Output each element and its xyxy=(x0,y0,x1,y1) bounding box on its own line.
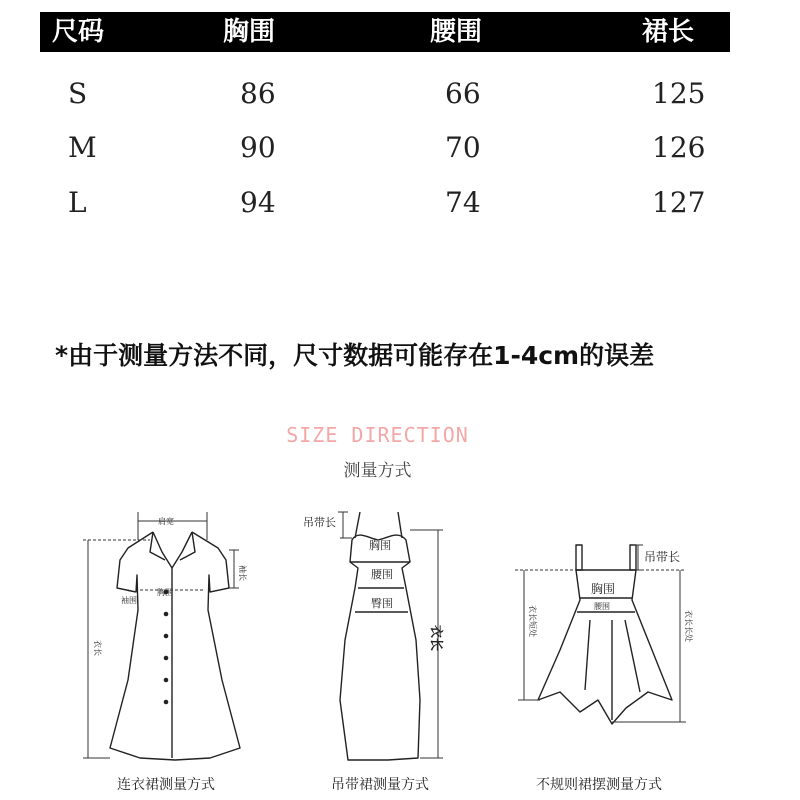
waist-cell: 66 xyxy=(445,77,481,110)
size-direction-title: SIZE DIRECTION xyxy=(286,423,469,447)
length-cell: 126 xyxy=(652,131,706,164)
waist-cell: 70 xyxy=(445,131,481,164)
hip-label: 臀围 xyxy=(371,597,393,610)
length-cell: 127 xyxy=(652,186,706,219)
header-length: 裙长 xyxy=(642,17,695,47)
short-length-label: 衣长短处 xyxy=(528,605,537,637)
button-dots xyxy=(164,590,169,705)
cuff-label: 袖围 xyxy=(121,596,137,605)
strap-label: 吊带长 xyxy=(644,550,681,564)
length-label: 衣长 xyxy=(428,625,443,652)
waist-label: 腰围 xyxy=(594,602,610,611)
chest-cell: 86 xyxy=(240,77,276,110)
chest-cell: 90 xyxy=(240,131,276,164)
shoulder-label: 肩宽 xyxy=(158,517,174,526)
shirt-dress-icon xyxy=(110,532,240,760)
long-length-label: 衣长长处 xyxy=(684,610,693,642)
waist-cell: 74 xyxy=(445,186,481,219)
chest-cell: 94 xyxy=(240,186,276,219)
size-direction-subtitle: 测量方式 xyxy=(343,461,412,481)
length-cell: 125 xyxy=(652,77,706,110)
waist-label: 腰围 xyxy=(371,568,393,581)
chest-label: 胸围 xyxy=(369,539,391,552)
size-cell: M xyxy=(68,131,97,164)
strap-label: 吊带长 xyxy=(303,516,336,529)
header-size: 尺码 xyxy=(52,17,105,47)
measurement-note: *由于测量方法不同，尺寸数据可能存在1-4cm的误差 xyxy=(55,341,655,370)
length-label: 衣长 xyxy=(93,640,102,656)
header-waist: 腰围 xyxy=(430,17,483,47)
size-cell: S xyxy=(68,77,88,110)
chest-label: 胸围 xyxy=(157,588,173,597)
sleeve-label: 袖长 xyxy=(238,565,247,581)
shirt-dress-caption: 连衣裙测量方式 xyxy=(117,777,215,793)
chest-label: 胸围 xyxy=(591,582,616,596)
strap-dress-caption: 吊带裙测量方式 xyxy=(331,777,429,793)
header-chest: 胸围 xyxy=(223,17,276,47)
irregular-dress-caption: 不规则裙摆测量方式 xyxy=(536,777,662,793)
size-cell: L xyxy=(68,186,87,219)
irregular-dress-icon xyxy=(538,545,672,724)
